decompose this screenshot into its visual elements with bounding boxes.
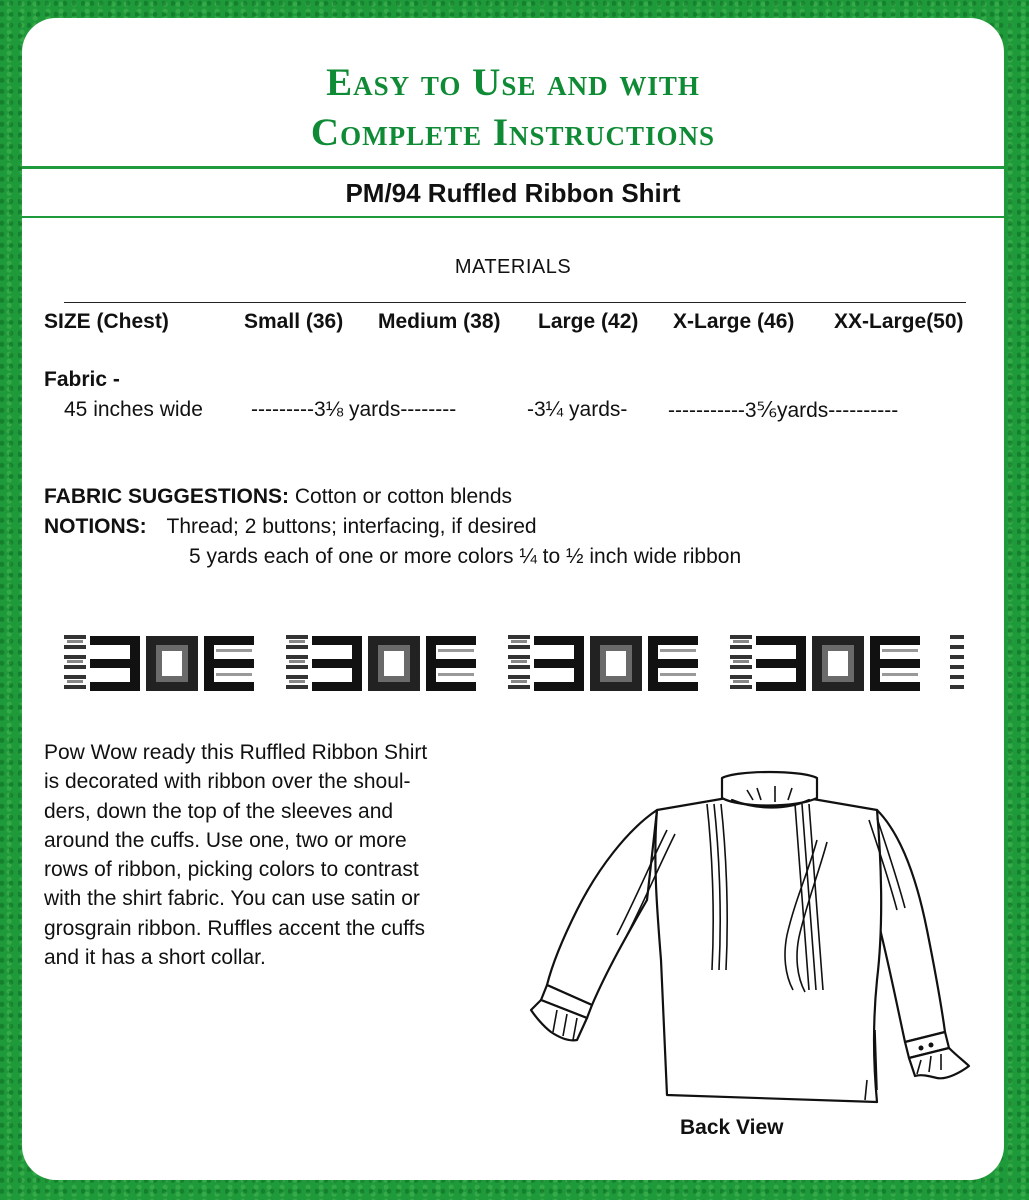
yardage-large: -3¼ yards- xyxy=(527,398,628,421)
yardage-small-medium: ---------3⅛ yards-------- xyxy=(251,398,457,421)
geometric-border-pattern xyxy=(64,628,964,708)
pattern-name: PM/94 Ruffled Ribbon Shirt xyxy=(345,178,681,208)
description xyxy=(44,738,514,972)
notions xyxy=(44,515,537,539)
size-large: Large (42) xyxy=(538,310,639,333)
size-small: Small (36) xyxy=(244,310,344,333)
size-xxlarge: XX-Large(50) xyxy=(834,310,964,333)
shirt-back-view-illustration xyxy=(517,760,987,1110)
size-medium: Medium (38) xyxy=(378,310,501,333)
notions-line-1: Thread; 2 buttons; interfacing, if desired xyxy=(166,515,537,538)
size-xlarge: X-Large (46) xyxy=(673,310,795,333)
fabric-width: 45 inches wide xyxy=(64,398,203,421)
fabric-suggestions xyxy=(44,485,512,509)
description-line: rows of ribbon, picking colors to contrast xyxy=(44,858,419,882)
description-line: is decorated with ribbon over the shoul- xyxy=(44,770,411,794)
description-line: grosgrain ribbon. Ruffles accent the cuffs xyxy=(44,916,425,940)
yardage-xl-xxl: -----------3⅚yards---------- xyxy=(668,399,899,422)
headline-line-2: Complete Instructions xyxy=(310,111,716,154)
description-line: with the shirt fabric. You can use satin or xyxy=(44,887,420,911)
materials-title: MATERIALS xyxy=(454,256,572,278)
fabric-suggestions-value: Cotton or cotton blends xyxy=(294,485,513,508)
headline xyxy=(22,58,1004,158)
notions-label: NOTIONS: xyxy=(44,515,147,538)
fabric-suggestions-label: FABRIC SUGGESTIONS: xyxy=(44,485,290,508)
notions-line-2: 5 yards each of one or more colors ¼ to ½ inch wide ribbon xyxy=(189,545,742,568)
description-line: ders, down the top of the sleeves and xyxy=(44,799,394,823)
size-label: SIZE (Chest) xyxy=(44,310,169,333)
pattern-card xyxy=(22,18,1004,1180)
description-line: around the cuffs. Use one, two or more xyxy=(44,828,407,852)
headline-line-1: Easy to Use and with xyxy=(326,61,700,104)
materials-rule xyxy=(64,302,966,303)
fabric-label: Fabric - xyxy=(44,368,120,391)
back-view-caption: Back View xyxy=(680,1116,784,1139)
description-line: Pow Wow ready this Ruffled Ribbon Shirt xyxy=(44,741,428,764)
bottom-divider xyxy=(22,216,1004,218)
description-line: and it has a short collar. xyxy=(44,946,266,970)
top-divider xyxy=(22,166,1004,169)
